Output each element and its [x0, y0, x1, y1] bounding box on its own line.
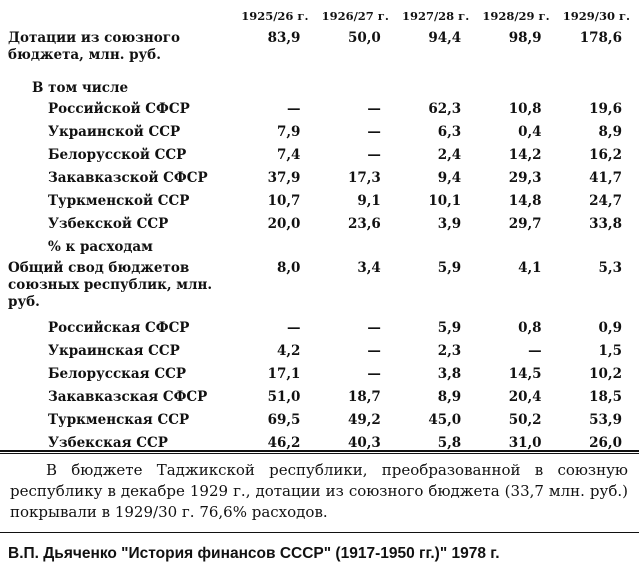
header-empty — [8, 6, 234, 30]
year-header-row — [8, 6, 636, 30]
cell-value: — — [528, 343, 542, 359]
cell-value: 17,1 — [267, 366, 301, 382]
cell-value: 49,2 — [347, 412, 381, 428]
cell-value: — — [367, 147, 381, 163]
cell-value: 9,1 — [357, 193, 381, 209]
row-label: Общий свод бюджетов союзных республик, млн. руб. — [8, 260, 213, 310]
cell-value: 5,3 — [598, 260, 622, 276]
source-divider — [0, 532, 639, 533]
cell-value: 24,7 — [589, 193, 622, 209]
cell-value: 40,3 — [347, 435, 381, 451]
cell-value: 10,8 — [508, 101, 542, 117]
cell-value: 31,0 — [508, 435, 542, 451]
cell-value: 46,2 — [267, 435, 301, 451]
row-label: Закавказская СФСР — [48, 389, 208, 405]
cell-value: — — [367, 101, 381, 117]
cell-value: 98,9 — [508, 30, 542, 46]
cell-value: — — [286, 101, 301, 117]
table-row — [8, 147, 636, 170]
cell-value: 94,4 — [428, 30, 462, 46]
cell-value: — — [286, 320, 301, 336]
cell-value: 20,0 — [267, 216, 301, 232]
cell-value: 1,5 — [598, 343, 622, 359]
row-label: Украинской ССР — [48, 124, 181, 140]
row-label: Закавказской СФСР — [48, 170, 208, 186]
cell-value: 33,8 — [589, 216, 622, 232]
cell-value: — — [367, 124, 381, 140]
year-header: 1926/27 г. — [321, 9, 389, 23]
table-bottom-rule — [0, 450, 639, 452]
table-row — [8, 170, 636, 193]
section-label-row — [8, 239, 636, 260]
cell-value: 51,0 — [267, 389, 301, 405]
row-label: Узбекская ССР — [48, 435, 168, 451]
cell-value: — — [367, 366, 381, 382]
cell-value: 7,4 — [276, 147, 301, 163]
table-row — [8, 389, 636, 412]
cell-value: 41,7 — [589, 170, 622, 186]
year-header: 1929/30 г. — [562, 9, 630, 23]
cell-value: 53,9 — [589, 412, 622, 428]
row-label: Украинская ССР — [48, 343, 180, 359]
cell-value: 6,3 — [437, 124, 462, 140]
row-label: Узбекской ССР — [48, 216, 169, 232]
cell-value: 83,9 — [267, 30, 301, 46]
cell-value: 7,9 — [276, 124, 301, 140]
row-label: Российской СФСР — [48, 101, 190, 117]
row-label: Туркменская ССР — [48, 412, 190, 428]
cell-value: 178,6 — [579, 30, 622, 46]
general-budget-row — [8, 260, 636, 320]
cell-value: 29,3 — [508, 170, 542, 186]
table-row — [8, 216, 636, 239]
cell-value: 0,8 — [518, 320, 542, 336]
table-row — [8, 101, 636, 124]
table-row — [8, 435, 636, 458]
row-label: Белорусская ССР — [48, 366, 186, 382]
including-label: В том числе — [32, 80, 129, 96]
cell-value: 10,7 — [267, 193, 301, 209]
cell-value: 18,7 — [347, 389, 381, 405]
table-row — [8, 343, 636, 366]
table-row — [8, 193, 636, 216]
cell-value: 69,5 — [267, 412, 301, 428]
cell-value: 4,2 — [276, 343, 301, 359]
cell-value: 2,4 — [437, 147, 462, 163]
cell-value: 0,9 — [598, 320, 622, 336]
cell-value: 19,6 — [589, 101, 622, 117]
cell-value: 3,8 — [437, 366, 462, 382]
cell-value: 50,2 — [508, 412, 542, 428]
cell-value: 45,0 — [428, 412, 462, 428]
cell-value: 50,0 — [347, 30, 381, 46]
footnote-paragraph: В бюджете Таджикской республики, преобразованной в союзную республику в декабре 1929 г., дотации из союзного бюджета (33,7 млн. руб.) покрывали в 1929/30 г. 76,6% расходов. — [10, 461, 628, 521]
cell-value: 17,3 — [347, 170, 381, 186]
cell-value: 8,9 — [598, 124, 622, 140]
cell-value: 20,4 — [508, 389, 542, 405]
cell-value: 5,8 — [437, 435, 462, 451]
row-label: Российская СФСР — [48, 320, 190, 336]
cell-value: 4,1 — [518, 260, 542, 276]
cell-value: 5,9 — [437, 260, 462, 276]
cell-value: 26,0 — [589, 435, 622, 451]
cell-value: 14,8 — [508, 193, 542, 209]
section-label-row — [8, 80, 636, 101]
cell-value: 14,5 — [508, 366, 542, 382]
budget-subsidy-table — [8, 6, 636, 458]
percent-label: % к расходам — [48, 239, 153, 255]
table-row — [8, 320, 636, 343]
cell-value: 5,9 — [437, 320, 462, 336]
source-citation: В.П. Дьяченко "История финансов СССР" (1917-1950 гг.)" 1978 г. — [8, 545, 500, 562]
cell-value: 9,4 — [437, 170, 462, 186]
row-label: Дотации из союзного бюджета, млн. руб. — [8, 30, 180, 63]
table-bottom-rule-thin — [0, 453, 639, 454]
cell-value: 8,0 — [276, 260, 301, 276]
cell-value: 8,9 — [437, 389, 462, 405]
year-header: 1928/29 г. — [482, 9, 550, 23]
cell-value: — — [367, 343, 381, 359]
cell-value: 3,4 — [357, 260, 381, 276]
cell-value: 14,2 — [508, 147, 542, 163]
year-header: 1927/28 г. — [401, 9, 470, 23]
cell-value: 37,9 — [267, 170, 301, 186]
year-header: 1925/26 г. — [241, 9, 309, 23]
cell-value: 29,7 — [508, 216, 542, 232]
cell-value: 18,5 — [589, 389, 622, 405]
cell-value: 10,2 — [589, 366, 622, 382]
row-label: Туркменской ССР — [48, 193, 190, 209]
subsidy-total-row — [8, 30, 636, 80]
cell-value: 0,4 — [518, 124, 542, 140]
cell-value: 2,3 — [437, 343, 462, 359]
cell-value: 10,1 — [428, 193, 462, 209]
cell-value: 16,2 — [589, 147, 622, 163]
cell-value: — — [367, 320, 381, 336]
cell-value: 3,9 — [437, 216, 462, 232]
row-label: Белорусской ССР — [48, 147, 187, 163]
cell-value: 62,3 — [428, 101, 462, 117]
table-row — [8, 366, 636, 389]
cell-value: 23,6 — [347, 216, 381, 232]
table-row — [8, 124, 636, 147]
table-row — [8, 412, 636, 435]
